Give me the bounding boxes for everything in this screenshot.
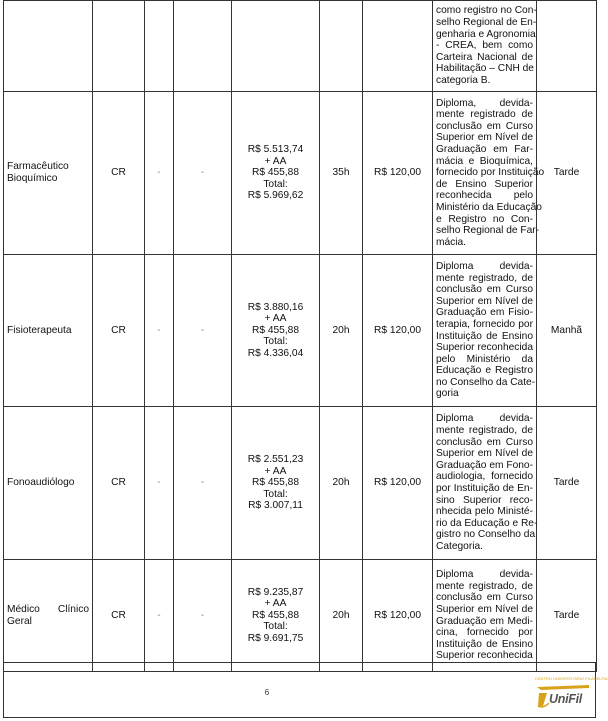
cell-cargo: Farmacêutico Bioquímico [4, 92, 93, 255]
requisito-line: conclusão em Curso [436, 592, 533, 604]
cargo-line: Médico Clínico [7, 603, 89, 615]
salario-line: R$ 455,88 [251, 609, 299, 621]
cell-taxa: R$ 120,00 [363, 407, 433, 560]
requisito-line: Superior reconhecida [436, 342, 533, 354]
salario-line: R$ 3.007,11 [248, 500, 303, 512]
logo-tagline: CENTRO UNIVERSITÁRIO FILADÉLFIA [535, 676, 608, 681]
cell-taxa [363, 1, 433, 92]
cell-col3: - [145, 560, 174, 672]
logo-wordmark: UniFil [549, 692, 582, 706]
cell-tipo: CR [93, 92, 145, 255]
requisito-line: Diploma devida- [436, 569, 533, 581]
cell-col3: - [145, 255, 174, 407]
requisito-line: Superior em Nível de [436, 132, 533, 144]
cell-requisitos [433, 1, 537, 92]
requisito-line: Categoria. [436, 540, 484, 552]
salario-line: R$ 5.513,74 [247, 144, 304, 156]
page-number: 6 [264, 688, 270, 697]
cell-col3 [145, 1, 174, 92]
salario-line: + AA [264, 465, 287, 477]
requisito-line: Superior reconhecida [436, 650, 533, 662]
table-row [4, 407, 597, 560]
salario-line: R$ 3.880,16 [247, 301, 304, 313]
salario-line: R$ 9.235,87 [247, 586, 304, 598]
requisito-line: mente registrado, de [436, 425, 533, 437]
table-row [4, 560, 597, 672]
salario-line: R$ 5.969,62 [247, 190, 304, 202]
cell-tipo: CR [93, 255, 145, 407]
requisito-line: Superior em Nível de [436, 603, 533, 615]
salario-line: R$ 455,88 [251, 167, 299, 179]
cell-turno [537, 1, 597, 92]
cell-requisitos [433, 255, 537, 407]
requisito-line: por Instituição de En- [436, 483, 533, 494]
cell-salario [232, 92, 320, 255]
cell-cargo: Fonoaudiólogo [4, 407, 93, 560]
cell-col4: - [174, 560, 232, 672]
requisito-line: e Registro no Con- [436, 213, 533, 225]
requisito-line: gistro no Conselho da [436, 529, 536, 541]
cell-salario [232, 560, 320, 672]
requisito-line: rio da Educação e Re- [436, 517, 538, 529]
requisito-line: categoria B. [436, 74, 491, 86]
salario-line: Total: [263, 488, 288, 500]
cell-carga: 20h [320, 255, 363, 407]
requisito-line: genharia e Agronomia [436, 28, 536, 40]
requisito-line: Diploma, devida- [436, 97, 533, 109]
cell-turno: Manhã [537, 255, 597, 407]
requisito-line: mente registrado, de [436, 272, 533, 284]
requisito-line: Instituição de Ensino [436, 330, 533, 342]
salario-line: + AA [264, 313, 287, 325]
cell-salario [232, 255, 320, 407]
cell-cargo [4, 1, 93, 92]
requisito-line: audiologia, fornecido [436, 471, 533, 483]
cell-col4 [174, 1, 232, 92]
requisito-line: Diploma devida- [436, 413, 533, 425]
requisito-line: Superior em Nível de [436, 295, 533, 307]
requisito-line: selho Regional de Far- [436, 225, 540, 237]
salario-line: R$ 455,88 [251, 324, 299, 336]
cell-carga: 35h [320, 92, 363, 255]
requisito-line: conclusão em Curso [436, 120, 533, 132]
requisito-line: Graduação em Far- [436, 144, 533, 156]
requisito-line: Graduação em Medi- [436, 615, 533, 627]
requisito-line: no Conselho da Cate- [436, 376, 536, 388]
salario-line: R$ 2.551,23 [247, 454, 304, 466]
salario-line: + AA [264, 155, 287, 167]
requisito-line: mente registrado de [436, 109, 533, 121]
cell-salario [232, 1, 320, 92]
requisito-line: de Ensino Superior [436, 178, 533, 190]
requisito-line: selho Regional de En- [436, 17, 537, 29]
page-footer [3, 662, 608, 718]
cell-requisitos [433, 92, 545, 255]
cell-carga: 20h [320, 407, 363, 560]
requisito-line: Educação e Registro [436, 365, 533, 377]
cell-carga [320, 1, 363, 92]
requisito-line: Ministério da Educação [436, 201, 542, 213]
cell-requisitos [433, 560, 537, 672]
cell-taxa: R$ 120,00 [363, 560, 433, 672]
requisito-line: terapia, fornecido por [436, 318, 533, 330]
requisito-line: sino Superior reco- [436, 494, 533, 506]
cell-tipo: CR [93, 407, 145, 560]
requisito-line: Graduação em Fono- [436, 459, 533, 471]
salario-line: Total: [263, 336, 288, 348]
requisito-line: - CREA, bem como [436, 40, 533, 52]
unifil-logo [535, 673, 608, 713]
cell-salario [232, 407, 320, 560]
requisito-line: mente registrado, de [436, 580, 533, 592]
salario-line: R$ 4.336,04 [247, 347, 304, 359]
table-row [4, 255, 597, 407]
cell-carga: 20h [320, 560, 363, 672]
requisito-line: fornecido por Instituição [436, 167, 545, 179]
requisito-line: reconhecida pelo [436, 190, 533, 202]
requisito-line: Superior em Nível de [436, 448, 533, 460]
requisito-line: cina, fornecido por [436, 627, 533, 639]
requisito-line: nhecida pelo Ministé- [436, 506, 533, 518]
salario-line: R$ 455,88 [251, 477, 299, 489]
cell-taxa: R$ 120,00 [363, 92, 433, 255]
requisito-line: mácia e Bioquímica, [436, 155, 533, 167]
table-row [4, 92, 597, 255]
requisito-line: conclusão em Curso [436, 436, 533, 448]
cell-col3: - [145, 92, 174, 255]
cell-tipo [93, 1, 145, 92]
requisito-line: Carteira Nacional de [436, 51, 533, 63]
requisito-line: pelo Ministério da [436, 353, 533, 365]
table-row [4, 1, 597, 92]
salario-line: Total: [263, 621, 288, 633]
cell-turno: Tarde [537, 407, 597, 560]
requisito-line: Instituição de Ensino [436, 638, 533, 650]
requisito-line: Habilitação – CNH de [436, 63, 534, 75]
cell-col4: - [174, 255, 232, 407]
salario-line: R$ 9.691,75 [247, 632, 304, 644]
cell-tipo: CR [93, 560, 145, 672]
requisito-line: mácia. [436, 236, 467, 248]
cell-cargo [4, 560, 93, 672]
vacancy-table [3, 0, 597, 672]
requisito-line: Graduação em Fisio- [436, 307, 533, 319]
cell-requisitos [433, 407, 537, 560]
cell-turno: Tarde [537, 560, 597, 672]
salario-line: + AA [264, 598, 287, 610]
cell-col4: - [174, 92, 232, 255]
salario-line: Total: [263, 178, 288, 190]
cargo-line: Geral [7, 615, 32, 627]
cell-cargo: Fisioterapeuta [4, 255, 93, 407]
requisito-line: Diploma devida- [436, 260, 533, 272]
cell-turno: Tarde [537, 92, 597, 255]
requisito-line: como registro no Con- [436, 5, 537, 17]
cell-col3: - [145, 407, 174, 560]
cell-taxa: R$ 120,00 [363, 255, 433, 407]
cell-col4: - [174, 407, 232, 560]
requisito-line: goria [436, 388, 459, 400]
requisito-line: conclusão em Curso [436, 284, 533, 296]
